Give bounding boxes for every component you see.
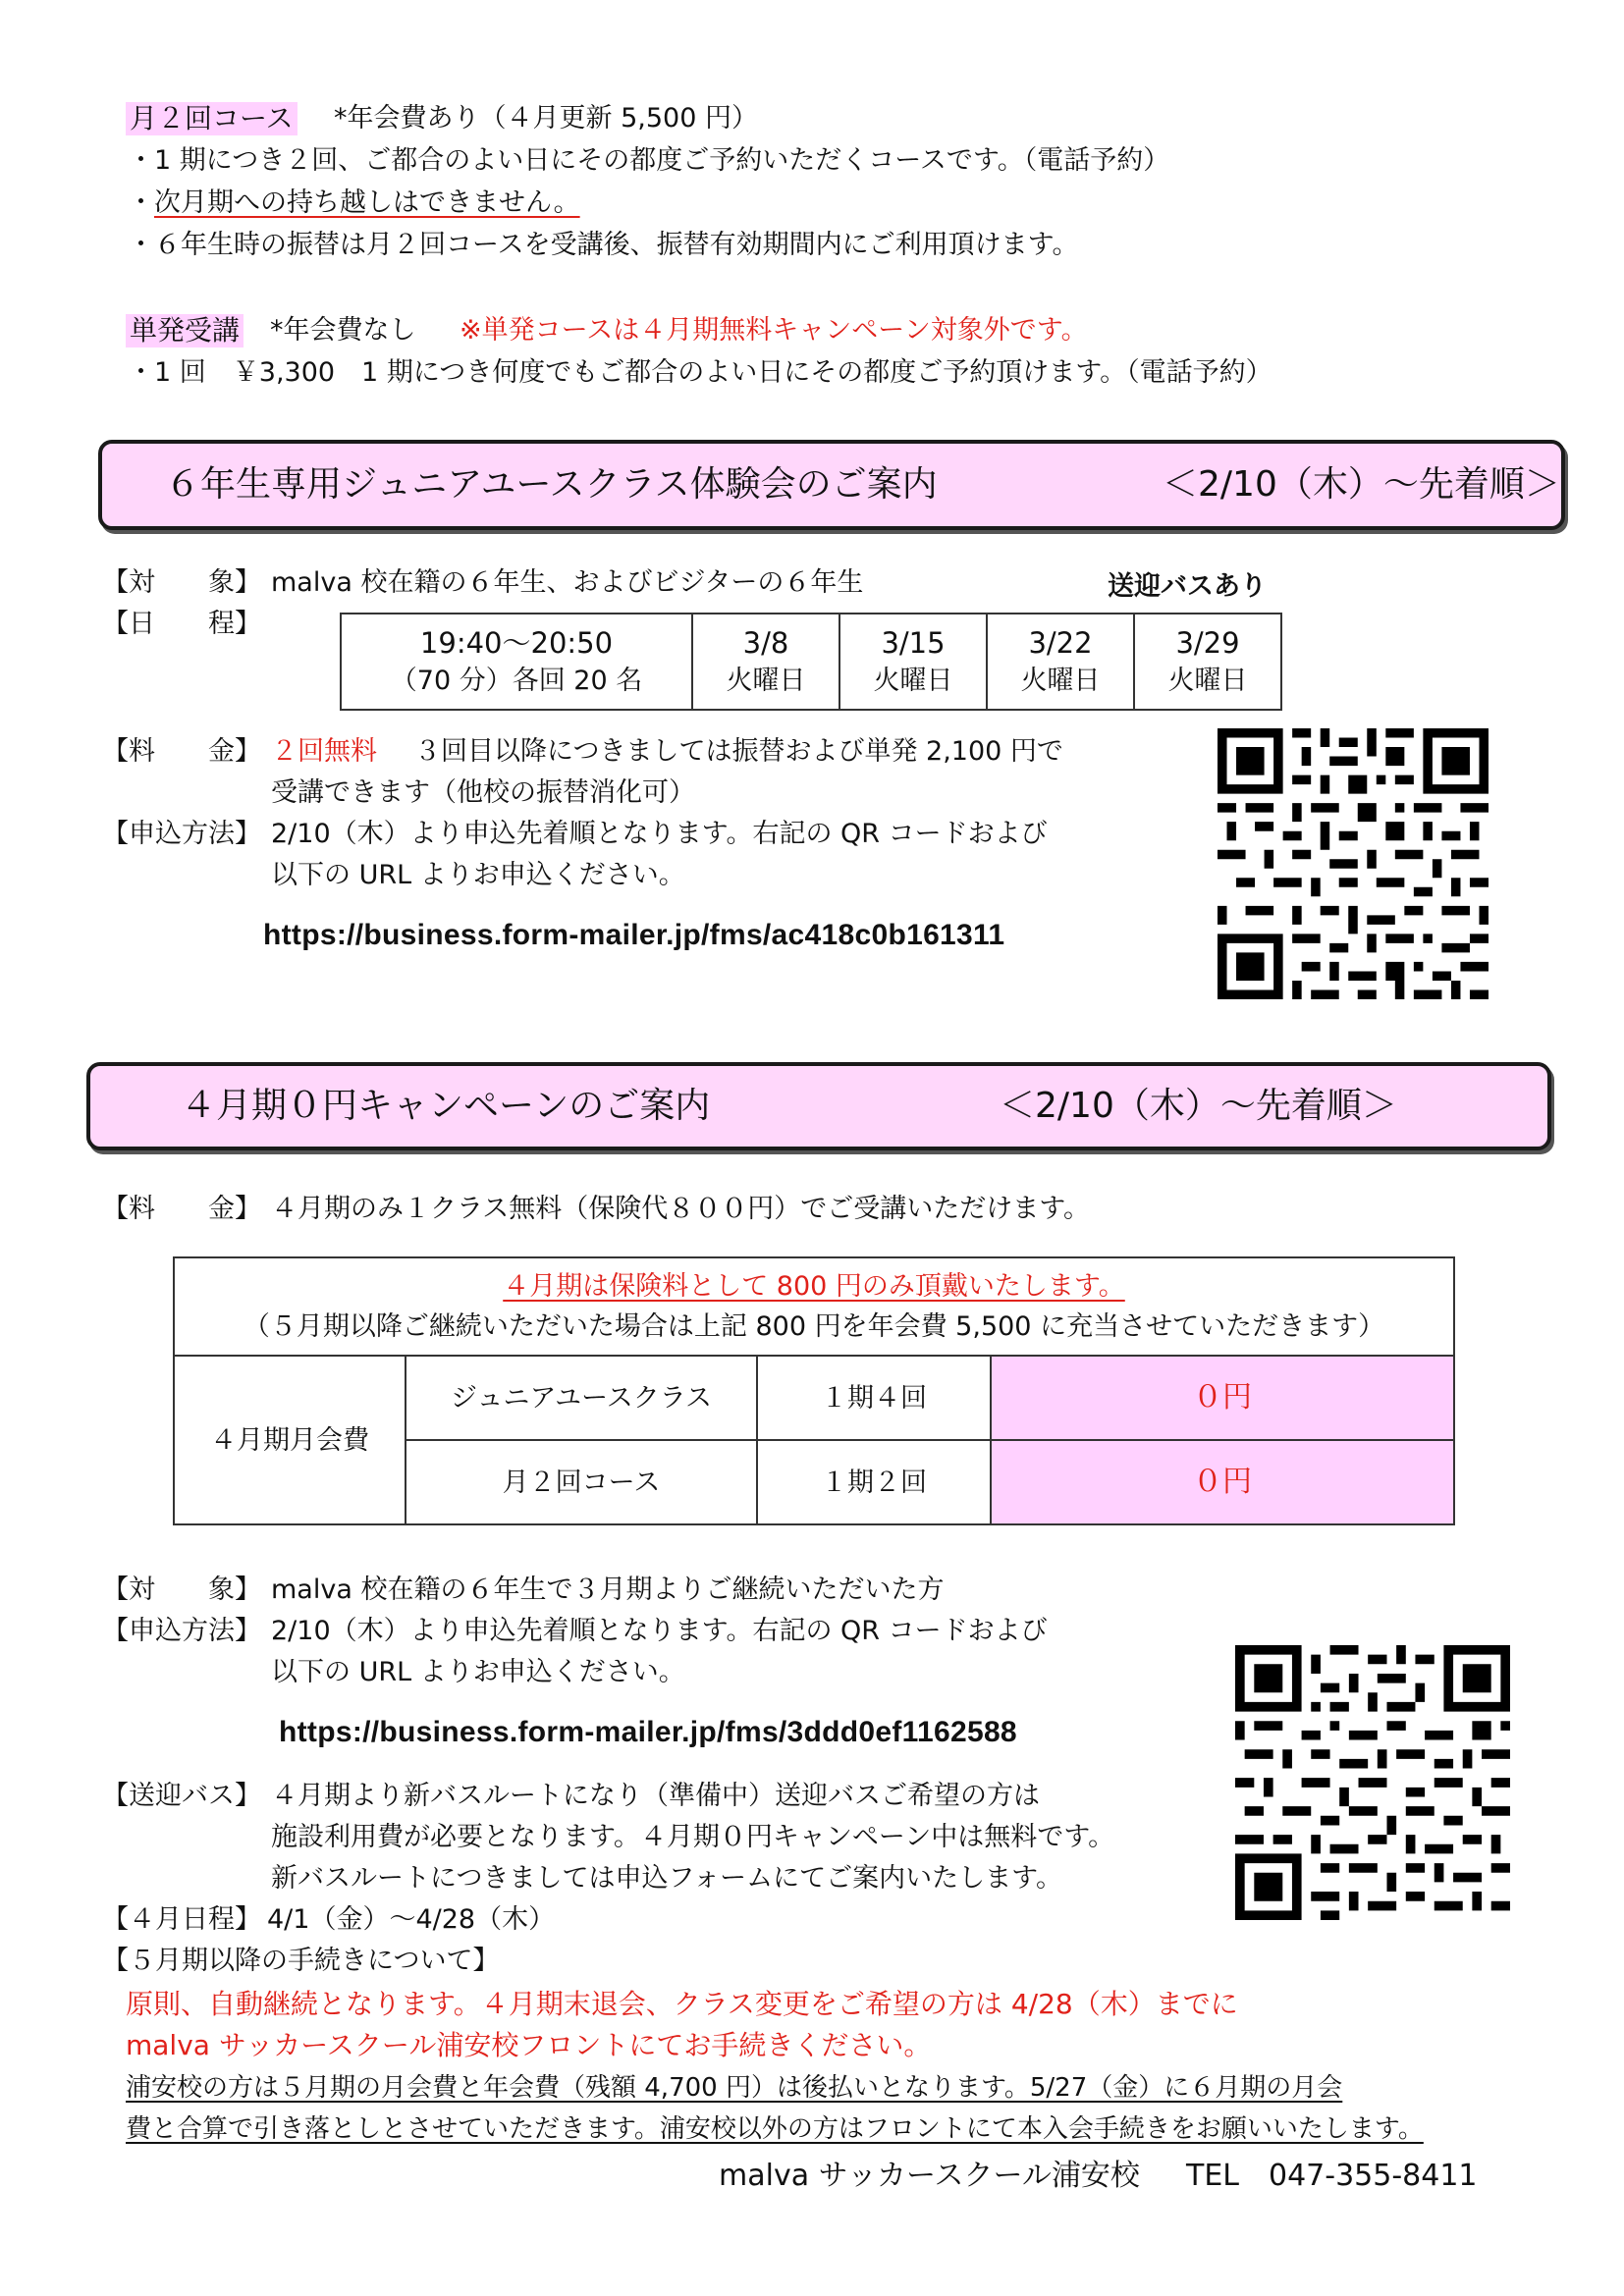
course2-bullet-3: ・６年生時の振替は月２回コースを受講後、振替有効期間内にご利用頂けます。 [128, 230, 1079, 260]
campaign-price: ０円 [991, 1440, 1454, 1524]
trial-fee-line1: ３回目以降につきましては振替および単発 2,100 円で [414, 736, 1063, 767]
course2-title: 月２回コース [126, 102, 298, 135]
campaign-fee-label: 【料 金】 [102, 1194, 261, 1224]
campaign-banner [86, 1062, 1551, 1150]
footer-tel: TEL 047-355-8411 [1186, 2159, 1478, 2193]
schedule-date-cell [839, 614, 987, 710]
trial-banner-date: ＜2/10（木）～先着順＞ [1163, 464, 1560, 505]
qr-code-icon [1235, 1645, 1510, 1920]
campaign-may-heading: 【５月期以降の手続きについて】 [102, 1946, 500, 1976]
campaign-apply-line1: 2/10（木）より申込先着順となります。右記の QR コードおよび [271, 1616, 1048, 1646]
campaign-table-header-note: （５月期以降ご継続いただいた場合は上記 800 円を年会費 5,500 に充当させていただきます） [243, 1311, 1385, 1342]
campaign-frequency: １期４回 [757, 1356, 991, 1440]
trial-fee-label: 【料 金】 [102, 736, 261, 767]
trial-apply-label: 【申込方法】 [102, 819, 261, 849]
schedule-date: 3/29 [1175, 626, 1240, 660]
trial-banner [98, 440, 1565, 530]
course2-fee-note: *年会費あり（４月更新 5,500 円） [334, 103, 758, 133]
qr-code-icon [1218, 728, 1489, 999]
campaign-banner-date: ＜2/10（木）～先着順＞ [1000, 1086, 1397, 1126]
campaign-fee-table [173, 1256, 1455, 1525]
campaign-bus-line3: 新バスルートにつきましては申込フォームにてご案内いたします。 [271, 1863, 1062, 1894]
schedule-time-cell [341, 614, 692, 710]
schedule-day: 火曜日 [1167, 666, 1248, 696]
footer-school: malva サッカースクール浦安校 [719, 2159, 1140, 2193]
campaign-course: ジュニアユースクラス [406, 1356, 757, 1440]
course2-bullet-1: ・1 期につき２回、ご都合のよい日にその都度ご予約いただくコースです。（電話予約） [128, 145, 1170, 176]
campaign-apply-line2: 以下の URL よりお申込ください。 [271, 1657, 685, 1687]
campaign-banner-title: ４月期０円キャンペーンのご案内 [181, 1086, 711, 1126]
trial-schedule-label: 【日 程】 [102, 609, 261, 639]
campaign-price: ０円 [991, 1356, 1454, 1440]
campaign-may-red2: malva サッカースクール浦安校フロントにてお手続きください。 [126, 2029, 932, 2061]
campaign-bus-line1: ４月期より新バスルートになり（準備中）送迎バスご希望の方は [271, 1781, 1040, 1811]
schedule-date-cell [987, 614, 1134, 710]
campaign-target-label: 【対 象】 [102, 1575, 261, 1605]
trial-target-label: 【対 象】 [102, 567, 261, 598]
campaign-may-red1: 原則、自動継続となります。４月期末退会、クラス変更をご希望の方は 4/28（木）までに [126, 1988, 1238, 2020]
bullet-dot: ・ [128, 187, 154, 218]
schedule-day: 火曜日 [726, 666, 806, 696]
trial-banner-title: ６年生専用ジュニアユースクラス体験会のご案内 [165, 464, 938, 505]
schedule-day: 火曜日 [873, 666, 953, 696]
campaign-apply-label: 【申込方法】 [102, 1616, 261, 1646]
single-fee-note: *年会費なし [270, 315, 416, 346]
schedule-time: 19:40～20:50 [419, 626, 614, 660]
campaign-table-header [174, 1257, 1454, 1356]
campaign-may-note1: 浦安校の方は５月期の月会費と年会費（残額 4,700 円）は後払いとなります。5/27（金）に６月期の月会 [126, 2073, 1343, 2103]
campaign-row-label: ４月期月会費 [174, 1356, 406, 1524]
trial-apply-line1: 2/10（木）より申込先着順となります。右記の QR コードおよび [271, 819, 1048, 849]
campaign-fee-value: ４月期のみ１クラス無料（保険代８００円）でご受講いただけます。 [271, 1194, 1091, 1224]
trial-target-value: malva 校在籍の６年生、およびビジターの６年生 [271, 567, 864, 598]
trial-url-link[interactable]: https://business.form-mailer.jp/fms/ac418c0b161311 [263, 919, 1005, 951]
schedule-date-cell [1134, 614, 1281, 710]
schedule-date: 3/15 [881, 626, 946, 660]
single-title: 単発受講 [126, 314, 244, 347]
course2-bullet-2 [128, 189, 580, 216]
campaign-april-label: 【４月日程】 [102, 1904, 261, 1935]
course2-bullet-2-text: 次月期への持ち越しはできません。 [154, 187, 580, 218]
trial-fee-line2: 受講できます（他校の振替消化可） [271, 777, 695, 808]
campaign-bus-line2: 施設利用費が必要となります。４月期０円キャンペーン中は無料です。 [271, 1822, 1115, 1852]
schedule-day: 火曜日 [1020, 666, 1101, 696]
trial-apply-line2: 以下の URL よりお申込ください。 [271, 860, 685, 890]
campaign-target-value: malva 校在籍の６年生で３月期よりご継続いただいた方 [271, 1575, 945, 1605]
campaign-april-value: 4/1（金）～4/28（木） [267, 1904, 556, 1935]
campaign-bus-label: 【送迎バス】 [102, 1781, 261, 1811]
trial-schedule-table [340, 613, 1282, 711]
single-campaign-note: ※単発コースは４月期無料キャンペーン対象外です。 [460, 315, 1088, 346]
campaign-frequency: １期２回 [757, 1440, 991, 1524]
trial-bus-note: 送迎バスあり [1108, 571, 1267, 602]
campaign-course: 月２回コース [406, 1440, 757, 1524]
single-detail: ・1 回 ￥3,300 1 期につき何度でもご都合のよい日にその都度ご予約頂けます。（電話予約） [128, 357, 1272, 388]
trial-fee-free: ２回無料 [271, 736, 377, 767]
campaign-table-header-red: ４月期は保険料として 800 円のみ頂戴いたします。 [503, 1271, 1125, 1302]
schedule-date: 3/22 [1028, 626, 1093, 660]
schedule-date: 3/8 [742, 626, 789, 660]
schedule-capacity: （70 分）各回 20 名 [390, 666, 643, 696]
campaign-may-note2: 費と合算で引き落としとさせていただきます。浦安校以外の方はフロントにて本入会手続きをお願いいたします。 [126, 2114, 1424, 2144]
campaign-url-link[interactable]: https://business.form-mailer.jp/fms/3ddd0ef1162588 [279, 1716, 1017, 1748]
schedule-date-cell [692, 614, 839, 710]
